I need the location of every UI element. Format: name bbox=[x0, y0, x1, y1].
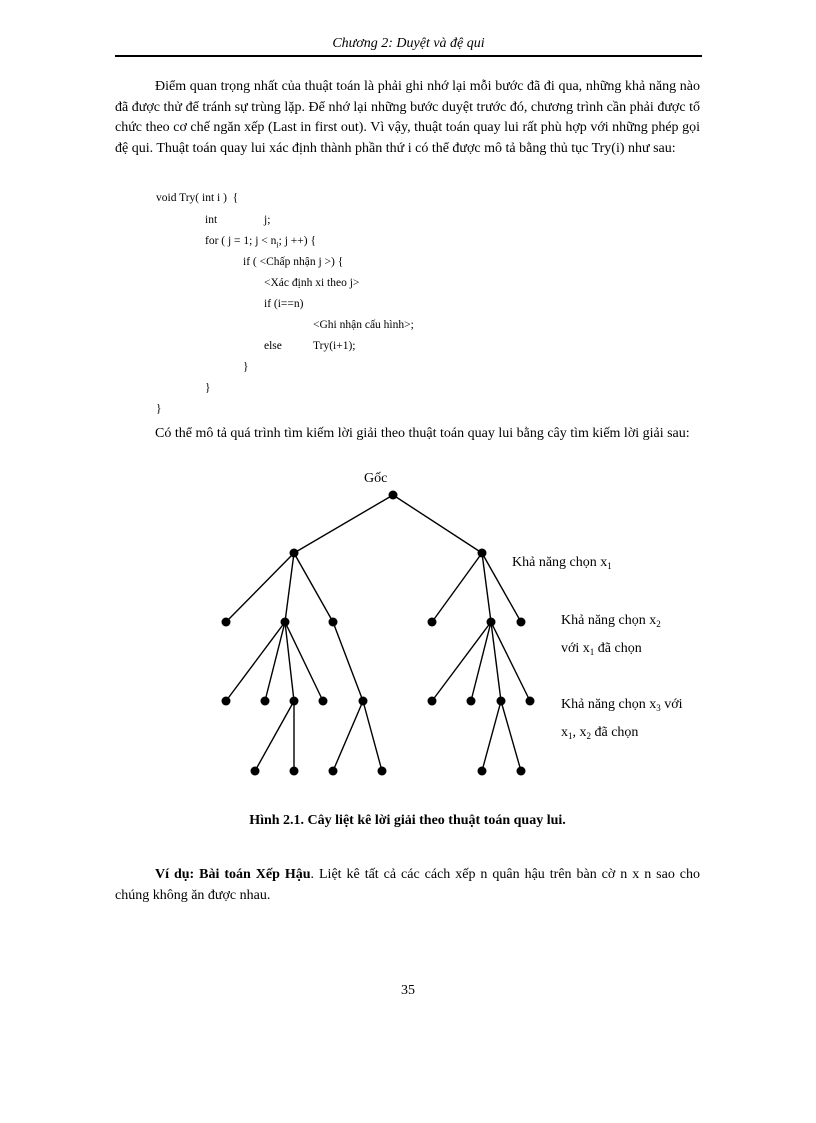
tree-level3-line2-a: x bbox=[561, 725, 568, 740]
tree-level3-label-text: Khả năng chọn x bbox=[561, 697, 657, 712]
tree-level3-line2-sub1: 1 bbox=[568, 731, 573, 741]
tree-edge bbox=[333, 622, 363, 701]
tree-level3-line2-sub2: 2 bbox=[586, 731, 591, 741]
code-line-5: <Xác định xi theo j> bbox=[264, 277, 360, 289]
tree-root-label: Gốc bbox=[364, 471, 388, 486]
tree-level3-label-sub: 3 bbox=[656, 703, 661, 713]
tree-edge bbox=[226, 553, 294, 622]
tree-node bbox=[290, 549, 299, 558]
code-line-11: } bbox=[156, 403, 162, 415]
tree-level3-label-line2 bbox=[561, 725, 638, 741]
tree-edge bbox=[432, 622, 491, 701]
code-line-7: <Ghi nhận cấu hình>; bbox=[313, 319, 414, 331]
tree-edge bbox=[255, 701, 294, 771]
tree-edge bbox=[501, 701, 521, 771]
code-line-3-sub: i bbox=[276, 240, 279, 250]
tree-level3-line2-mid: , x bbox=[572, 725, 587, 740]
tree-edges bbox=[226, 495, 530, 771]
tree-node bbox=[281, 618, 290, 627]
tree-node bbox=[319, 697, 328, 706]
code-line-1: void Try( int i ) { bbox=[156, 192, 239, 204]
code-line-2a: int bbox=[205, 214, 218, 226]
tree-node bbox=[329, 767, 338, 776]
tree-node bbox=[359, 697, 368, 706]
tree-node bbox=[222, 697, 231, 706]
tree-node bbox=[428, 697, 437, 706]
tree-level1-label bbox=[512, 555, 612, 571]
tree-edge bbox=[294, 495, 393, 553]
tree-node bbox=[517, 618, 526, 627]
tree-level2-label-sub: 2 bbox=[656, 619, 661, 629]
tree-level2-line2-prefix: với x bbox=[561, 641, 590, 656]
tree-level1-label-text: Khả năng chọn x bbox=[512, 555, 608, 570]
tree-level1-label-sub: 1 bbox=[607, 561, 612, 571]
paragraph-example bbox=[115, 865, 700, 906]
code-line-8b: Try(i+1); bbox=[313, 340, 356, 352]
tree-edge bbox=[471, 622, 491, 701]
figure-caption: Hình 2.1. Cây liệt kê lời giải theo thuật toán quay lui. bbox=[249, 813, 566, 828]
tree-node bbox=[251, 767, 260, 776]
tree-level3-label-line1 bbox=[561, 697, 683, 713]
tree-level2-label-line2 bbox=[561, 641, 642, 657]
paragraph-backtracking-intro: Điểm quan trọng nhất của thuật toán là phải ghi nhớ lại mỗi bước đã đi qua, những khả năng nào đã được thử để tránh sự trùng lặp. Để nhớ lại những bước duyệt trước đó, chương trình cần phải được tổ chức theo cơ chế ngăn xếp (Last in first out). Vì vậy, thuật toán quay lui rất phù hợp với những phép gọi đệ qui. Thuật toán quay lui xác định thành phần thứ i có thể được mô tả bằng thủ tục Try(i) như sau: bbox=[115, 79, 700, 156]
tree-edge bbox=[226, 622, 285, 701]
tree-node bbox=[329, 618, 338, 627]
tree-edge bbox=[363, 701, 382, 771]
tree-level2-label-line1 bbox=[561, 613, 661, 629]
tree-node-root bbox=[389, 491, 398, 500]
page-header-title: Chương 2: Duyệt và đệ qui bbox=[332, 36, 485, 51]
tree-level3-line2-suffix: đã chọn bbox=[591, 725, 639, 740]
tree-node bbox=[467, 697, 476, 706]
tree-level2-label-text: Khả năng chọn x bbox=[561, 613, 657, 628]
tree-edge bbox=[265, 622, 285, 701]
example-text: . Liệt kê tất cả các cách xếp n quân hậu trên bàn cờ n x n sao cho chúng không ăn được nhau. bbox=[115, 867, 700, 903]
tree-node bbox=[526, 697, 535, 706]
tree-node bbox=[378, 767, 387, 776]
paragraph-search-tree: Có thể mô tả quá trình tìm kiếm lời giải theo thuật toán quay lui bằng cây tìm kiếm lời giải sau: bbox=[155, 426, 690, 441]
tree-node bbox=[478, 549, 487, 558]
tree-node bbox=[222, 618, 231, 627]
tree-edge bbox=[285, 553, 294, 622]
code-line-9: } bbox=[243, 361, 249, 373]
tree-node bbox=[261, 697, 270, 706]
code-line-6: if (i==n) bbox=[264, 298, 304, 310]
code-line-10: } bbox=[205, 382, 211, 394]
code-line-8a: else bbox=[264, 340, 282, 352]
tree-node bbox=[290, 767, 299, 776]
tree-node bbox=[478, 767, 487, 776]
tree-node bbox=[487, 618, 496, 627]
tree-edge bbox=[482, 553, 491, 622]
tree-node bbox=[428, 618, 437, 627]
code-line-2b: j; bbox=[264, 214, 271, 226]
tree-level2-line2-suffix: đã chọn bbox=[594, 641, 642, 656]
code-line-3-post: ; j ++) { bbox=[278, 235, 316, 247]
tree-edge bbox=[491, 622, 501, 701]
tree-edge bbox=[393, 495, 482, 553]
tree-level3-label-suffix: với bbox=[660, 697, 683, 712]
tree-edge bbox=[333, 701, 363, 771]
tree-edge bbox=[285, 622, 294, 701]
tree-edge bbox=[294, 553, 333, 622]
tree-edge bbox=[432, 553, 482, 622]
tree-node bbox=[290, 697, 299, 706]
tree-level2-line2-sub: 1 bbox=[589, 647, 595, 657]
tree-edge bbox=[491, 622, 530, 701]
code-line-4: if ( <Chấp nhận j >) { bbox=[243, 256, 344, 268]
tree-edge bbox=[285, 622, 323, 701]
tree-node bbox=[497, 697, 506, 706]
code-line-3-pre: for ( j = 1; j < n bbox=[205, 235, 277, 247]
example-label: Ví dụ: Bài toán Xếp Hậu bbox=[155, 867, 311, 882]
page-number: 35 bbox=[401, 983, 415, 998]
tree-node bbox=[517, 767, 526, 776]
tree-edge bbox=[482, 701, 501, 771]
